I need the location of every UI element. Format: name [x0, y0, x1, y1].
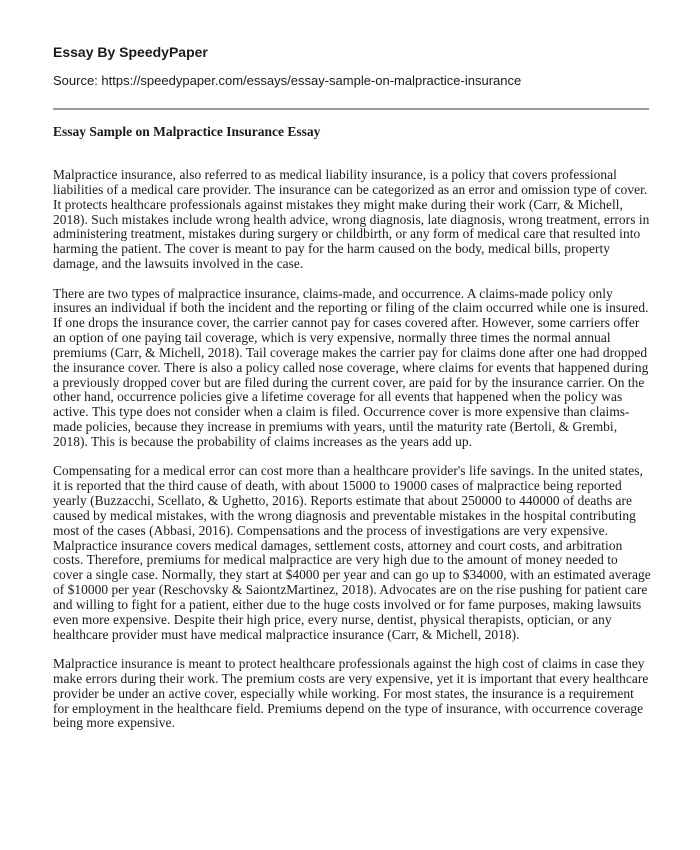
paragraph: Malpractice insurance, also referred to as medical liability insurance, is a policy that covers professional liabilities of a medical care provider. The insurance can be categorized as an error and omission type of cover. It protects healthcare professionals against mistakes they might make during their work (Carr, & Michell, 2018). Such mistakes include wrong health advice, wrong diagnosis, late diagnosis, wrong treatment, errors in administering treatment, mistakes during surgery or childbirth, or any form of medical care that resulted into harming the patient. The cover is meant to pay for the harm caused on the body, medical bills, property damage, and the lawsuits involved in the case. — [53, 167, 650, 272]
essay-title: Essay Sample on Malpractice Insurance Essay — [53, 124, 321, 139]
essay-body — [53, 168, 651, 746]
paragraph: Compensating for a medical error can cost more than a healthcare provider's life savings. In the united states, it is reported that the third cause of death, with about 15000 to 19000 cases of malpractice being reported yearly (Buzzacchi, Scellato, & Ughetto, 2016). Reports estimate that about 250000 to 440000 of deaths are caused by medical mistakes, with the wrong diagnosis and preventable mistakes in the hospital contributing most of the cases (Abbasi, 2016). Compensations and the process of investigations are very expensive. Malpractice insurance covers medical damages, settlement costs, attorney and court costs, and arbitration costs. Therefore, premiums for medical malpractice are very high due to the amount of money needed to cover a single case. Normally, they start at $4000 per year and can go up to $34000, with an estimated average of $10000 per year (Reschovsky & SaiontzMartinez, 2018). Advocates are on the rise pushing for patient care and willing to fight for a patient, either due to the huge costs involved or for fame purposes, making lawsuits even more expensive. Despite their high price, every nurse, dentist, physical therapists, optician, or any healthcare provider must have medical malpractice insurance (Carr, & Michell, 2018). — [53, 463, 651, 642]
header-divider — [53, 108, 649, 110]
source-line: Source: https://speedypaper.com/essays/essay-sample-on-malpractice-insurance — [53, 73, 522, 88]
paragraph: There are two types of malpractice insurance, claims-made, and occurrence. A claims-made policy only insures an individual if both the incident and the reporting or filing of the claim occurred while one is insured. If one drops the insurance cover, the carrier cannot pay for cases covered after. However, some carriers offer an option of one paying tail coverage, which is very expensive, normally three times the normal annual premiums (Carr, & Michell, 2018). Tail coverage makes the carrier pay for claims done after one had dropped the insurance cover. There is also a policy called nose coverage, where claims for events that happened during a previously dropped cover but are filed during the current cover, are paid for by the insurance carrier. On the other hand, occurrence policies give a lifetime coverage for all events that happened when the policy was active. This type does not consider when a claim is filed. Occurrence cover is more expensive than claims-made policies, because they increase in premiums with years, until the maturity rate (Bertoli, & Grembi, 2018). This is because the probability of claims increases as the years add up. — [53, 285, 649, 449]
essay-byline-header: Essay By SpeedyPaper — [53, 44, 208, 60]
paragraph: Malpractice insurance is meant to protect healthcare professionals against the high cost of claims in case they make errors during their work. The premium costs are very expensive, yet it is important that every healthcare provider be under an active cover, especially while working. For most states, the insurance is a requirement for employment in the healthcare field. Premiums depend on the type of insurance, with occurrence coverage being more expensive. — [53, 656, 649, 731]
